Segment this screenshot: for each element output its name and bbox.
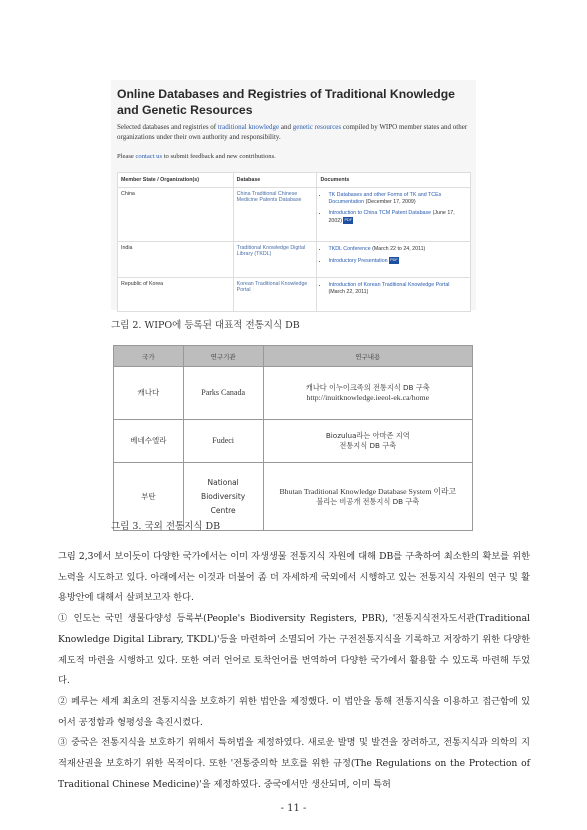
header-member-state: Member State / Organization(s): [118, 173, 234, 188]
header-institution: 연구기관: [183, 346, 263, 367]
content-cell: 캐나다 이누이크족의 전통지식 DB 구축 http://inuitknowledge.ieeol-ek.ca/home: [263, 367, 472, 420]
documents-cell: [317, 188, 471, 242]
overseas-tk-db-table: [113, 345, 473, 531]
institution-cell: Parks Canada: [183, 367, 263, 420]
institution-cell: Fudeci: [183, 420, 263, 463]
content-cell: Bhutan Traditional Knowledge Database System 이라고 불리는 비공개 전통지식 DB 구축: [263, 463, 472, 531]
country-cell: 부탄: [114, 463, 184, 531]
database-link[interactable]: Korean Traditional Knowledge Portal: [233, 278, 317, 312]
list-item: [328, 257, 467, 265]
table-row: [114, 367, 473, 420]
table-row: [118, 188, 471, 242]
document-link[interactable]: Introduction of Korean Traditional Knowledge Portal: [328, 282, 450, 288]
wipo-database-table: [117, 172, 471, 312]
wipo-page-title: Online Databases and Registries of Traditional Knowledge and Genetic Resources: [117, 87, 455, 117]
database-link[interactable]: Traditional Knowledge Digital Library (TKDL): [233, 242, 317, 278]
country-cell: 베네수엘라: [114, 420, 184, 463]
documents-cell: [317, 242, 471, 278]
body-text: [58, 547, 530, 795]
document-link[interactable]: TKDL Conference: [328, 246, 371, 252]
country-cell: 캐나다: [114, 367, 184, 420]
header-content: 연구내용: [263, 346, 472, 367]
member-cell: Republic of Korea: [118, 278, 234, 312]
paragraph: 그림 2,3에서 보이듯이 다양한 국가에서는 이미 자생생물 전통지식 자원에 대해 DB를 구축하여 최소한의 확보를 위한 노력을 시도하고 있다. 아래에서는 이것과 더불어 좀 더 자세하게 국외에서 시행하고 있는 전통지식 자원의 연구 및 활용방안에 대해서 살펴보고자 한다.: [58, 551, 530, 604]
wipo-screenshot: [111, 80, 476, 310]
link-genetic-resources[interactable]: genetic resources: [292, 123, 342, 131]
table-row: [118, 278, 471, 312]
figure-caption-1: 그림 2. WIPO에 등록된 대표적 전통지식 DB: [111, 320, 300, 331]
document-link[interactable]: Introduction to China TCM Patent Database: [328, 210, 432, 216]
list-item: • Introduction to China TCM Patent Database (June 17, 2002) PDF: [328, 210, 467, 225]
institution-cell: National Biodiversity Centre: [183, 463, 263, 531]
table-row: [118, 242, 471, 278]
wipo-description: Selected databases and registries of traditional knowledge and genetic resources compiled by WIPO member states and other organizations under their own authority and responsibility.: [117, 123, 468, 141]
documents-cell: [317, 278, 471, 312]
wipo-contact-line: Please contact us to submit feedback and new contributions.: [117, 153, 276, 160]
paragraph: ③ 중국은 전통지식을 보호하기 위해서 특허법을 제정하였다. 새로운 발명 및 발견을 장려하고, 전통지식과 의학의 지적재산권을 보호하기 위한 목적이다. 또한 '전통중의학 보호를 위한 규정(The Regulations on the Protection of Traditional Chinese Medicine)'을 제정하였다. 중국에서만 생산되며, 이미 특허: [58, 737, 530, 790]
list-item: • Introduction of Korean Traditional Knowledge Portal (March 22, 2011): [328, 282, 467, 296]
document-link[interactable]: TK Databases and other Forms of TK and TCEs Documentation: [328, 192, 442, 205]
database-link[interactable]: China Traditional Chinese Medicine Patents Database: [233, 188, 317, 242]
member-cell: China: [118, 188, 234, 242]
list-item: • TK Databases and other Forms of TK and TCEs Documentation (December 17, 2009): [328, 192, 467, 206]
paragraph: ② 페루는 세계 최초의 전통지식을 보호하기 위한 법안을 제정했다. 이 법안을 통해 전통지식을 이용하고 접근함에 있어서 공정함과 형평성을 촉진시켰다.: [58, 695, 530, 728]
paragraph: ① 인도는 국민 생물다양성 등록부(People's Biodiversity Registers, PBR), '전통지식전자도서관(Traditional Knowledge Digital Library, TKDL)'등을 마련하여 소멸되어 가는 구전전통지식을 기록하고 저장하기 위한 다양한 제도적 마련을 시행하고 있다. 또한 여러 언어로 토착언어를 번역하여 다양한 국가에서 활용할 수 있도록 마련해 두었다.: [58, 613, 530, 687]
pdf-icon[interactable]: PDF: [344, 218, 353, 222]
table-row: [114, 420, 473, 463]
header-database: Database: [233, 173, 317, 188]
list-item: • TKDL Conference (March 22 to 24, 2011): [328, 246, 467, 253]
content-cell: Biozulua라는 아마존 지역 전통지식 DB 구축: [263, 420, 472, 463]
page-number: - 11 -: [280, 803, 307, 814]
figure-caption-2: 그림 3. 국외 전통지식 DB: [111, 521, 221, 532]
link-contact-us[interactable]: contact us: [135, 153, 163, 160]
header-documents: Documents: [317, 173, 471, 188]
pdf-icon[interactable]: PDF: [390, 258, 398, 262]
member-cell: India: [118, 242, 234, 278]
link-traditional-knowledge[interactable]: traditional knowledge: [217, 123, 280, 131]
header-country: 국가: [114, 346, 184, 367]
document-link[interactable]: Introductory Presentation: [328, 257, 388, 264]
